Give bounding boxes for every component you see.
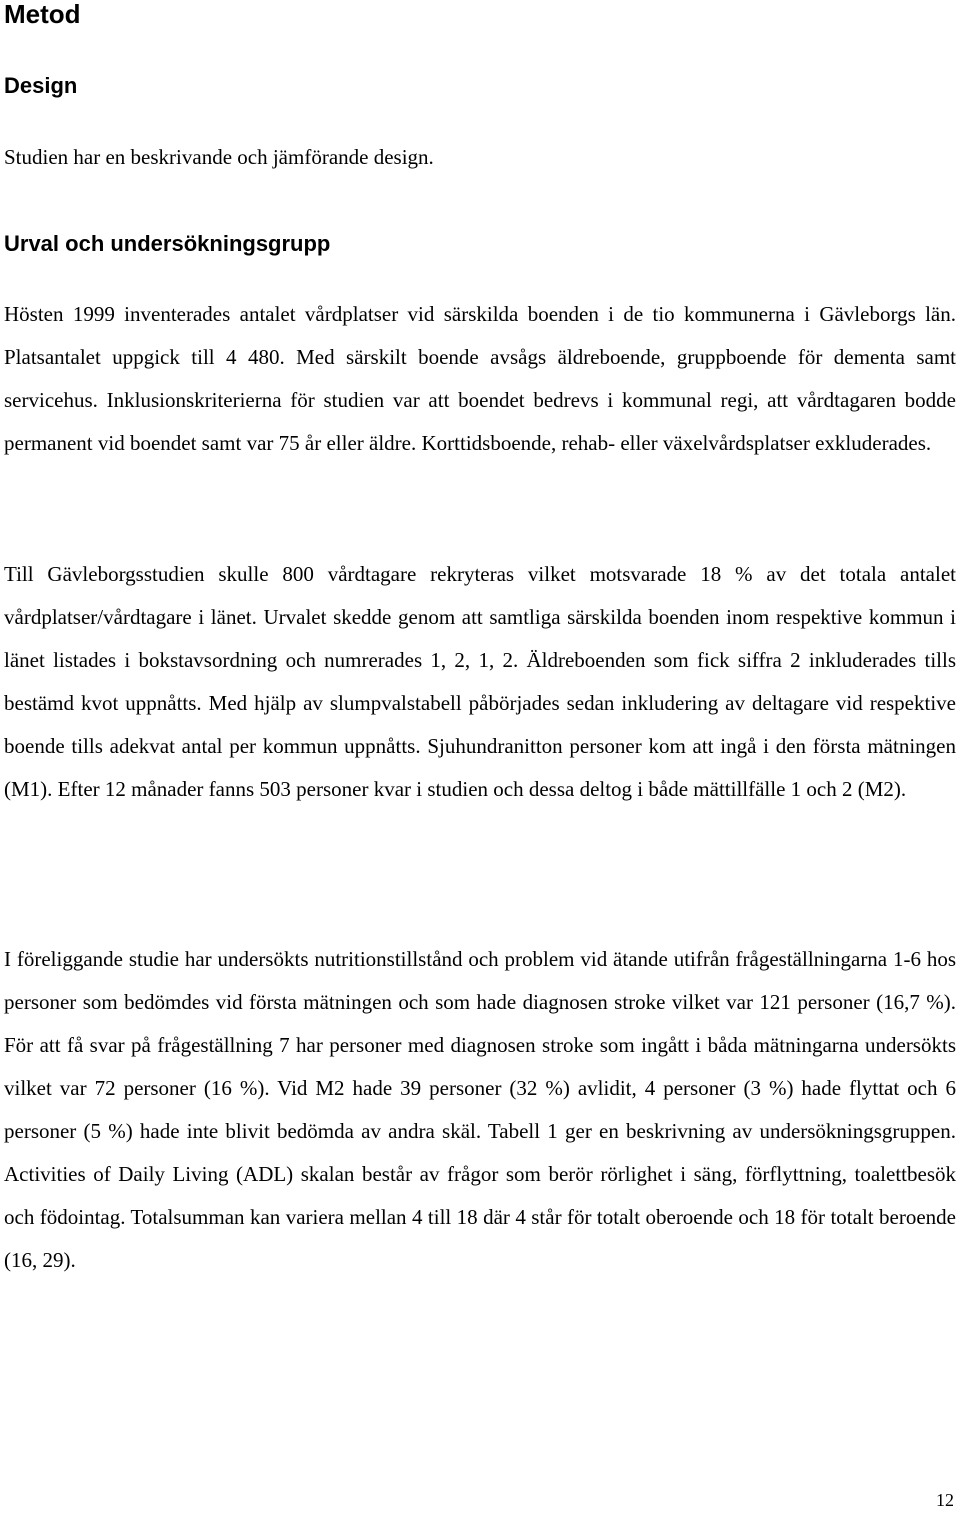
design-paragraph: Studien har en beskrivande och jämförande design. — [4, 145, 434, 169]
urval-heading: Urval och undersökningsgrupp — [4, 231, 331, 256]
design-heading: Design — [4, 73, 78, 98]
urval-paragraph-1: Hösten 1999 inventerades antalet vårdplatser vid särskilda boenden i de tio kommunerna i Gävleborgs län. Platsantalet uppgick till 4 480. Med särskilt boende avsågs äldreboende, gruppboende för dementa samt servicehus. Inklusionskriterierna för studien var att boendet bedrevs i kommunal regi, att vårdtagaren bodde permanent vid boendet samt var 75 år eller äldre. Korttidsboende, rehab- eller växelvårdsplatser exkluderades. — [4, 302, 956, 455]
urval-paragraph-2: Till Gävleborgsstudien skulle 800 vårdtagare rekryteras vilket motsvarade 18 % av det totala antalet vårdplatser/vårdtagare i länet. Urvalet skedde genom att samtliga särskilda boenden inom respektive kommun i länet listades i bokstavsordning och numrerades 1, 2, 1, 2. Äldreboenden som fick siffra 2 inkluderades tills bestämd kvot uppnåtts. Med hjälp av slumpvalstabell påbörjades sedan inkludering av deltagare vid respektive boende tills adekvat antal per kommun uppnåtts. Sjuhundranitton personer kom att ingå i den första mätningen (M1). Efter 12 månader fanns 503 personer kvar i studien och dessa deltog i både mättillfälle 1 och 2 (M2). — [4, 562, 956, 801]
urval-paragraph-3: I föreliggande studie har undersökts nutritionstillstånd och problem vid ätande utifrån frågeställningarna 1-6 hos personer som bedömdes vid första mätningen och som hade diagnosen stroke vilket var 121 personer (16,7 %). För att få svar på frågeställning 7 har personer med diagnosen stroke som ingått i båda mätningarna undersökts vilket var 72 personer (16 %). Vid M2 hade 39 personer (32 %) avlidit, 4 personer (3 %) hade flyttat och 6 personer (5 %) hade inte blivit bedömda av andra skäl. Tabell 1 ger en beskrivning av undersökningsgruppen. Activities of Daily Living (ADL) skalan består av frågor som berör rörlighet i säng, förflyttning, toalettbesök och födointag. Totalsumman kan variera mellan 4 till 18 där 4 står för totalt oberoende och 18 för totalt beroende (16, 29). — [4, 947, 956, 1272]
section-title: Metod — [4, 0, 81, 29]
page-number: 12 — [936, 1490, 954, 1510]
